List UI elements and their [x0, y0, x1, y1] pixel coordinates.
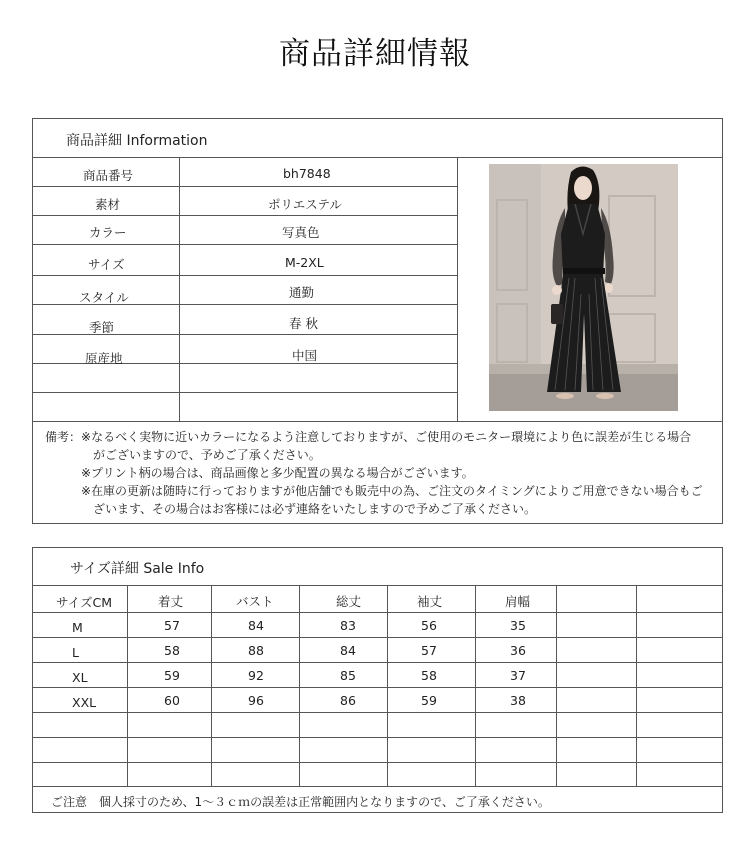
size-row-xxl-size: XXL — [72, 695, 97, 710]
label-size: サイズ — [88, 257, 125, 272]
notes-line-3: ※プリント柄の場合は、商品画像と多少配置の異なる場合がございます。 — [81, 466, 474, 480]
size-row-m-size: M — [72, 620, 83, 635]
size-row-l-size: L — [72, 645, 79, 660]
size-row-l-shoulder: 36 — [510, 643, 526, 658]
label-origin: 原産地 — [85, 351, 123, 366]
notes-label: 備考： — [45, 430, 82, 444]
size-row-xl-total: 85 — [340, 668, 356, 683]
size-row-l-total: 84 — [340, 643, 356, 658]
size-row-xl-bust: 92 — [248, 668, 264, 683]
size-row-xxl-length: 60 — [164, 693, 180, 708]
size-row-xxl-bust: 96 — [248, 693, 264, 708]
product-section-title: 商品詳細 Information — [66, 133, 208, 149]
notes-line-1: ※なるべく実物に近いカラーになるよう注意しておりますが、ご使用のモニター環境により色に誤差が生じる場合 — [81, 430, 692, 444]
size-detail-frame — [32, 547, 723, 813]
size-row-m-bust: 84 — [248, 618, 264, 633]
size-row-l-bust: 88 — [248, 643, 264, 658]
size-row-m-sleeve: 56 — [421, 618, 437, 633]
notes-line-5: ざいます、その場合はお客様には必ず連絡をいたしますので予めご了承ください。 — [93, 502, 537, 516]
size-header-bust: バスト — [236, 594, 274, 609]
label-color: カラー — [89, 225, 127, 240]
size-header-shoulder: 肩幅 — [505, 594, 531, 609]
size-header-sleeve: 袖丈 — [417, 594, 443, 609]
label-product-number: 商品番号 — [83, 168, 134, 183]
size-row-xxl-sleeve: 59 — [421, 693, 437, 708]
label-material: 素材 — [95, 197, 121, 212]
size-row-xl-sleeve: 58 — [421, 668, 437, 683]
size-row-m-total: 83 — [340, 618, 356, 633]
value-color: 写真色 — [282, 225, 320, 240]
size-header-length: 着丈 — [158, 594, 184, 609]
product-photo — [489, 164, 678, 411]
size-section-title: サイズ詳細 Sale Info — [70, 561, 205, 577]
size-footer-note: ご注意 個人採寸のため、1～３ｃｍの誤差は正常範囲内となりますので、ご了承ください。 — [51, 795, 550, 809]
notes-line-4: ※在庫の更新は随時に行っておりますが他店舗でも販売中の為、ご注文のタイミングによりご用意できない場合もご — [81, 484, 703, 498]
value-style: 通勤 — [289, 285, 315, 300]
size-row-xl-shoulder: 37 — [510, 668, 526, 683]
value-material: ポリエステル — [268, 197, 342, 212]
value-size: M-2XL — [285, 255, 324, 270]
value-season: 春 秋 — [289, 316, 318, 331]
size-row-xxl-shoulder: 38 — [510, 693, 526, 708]
size-header-size: サイズCM — [56, 595, 113, 610]
product-notes — [45, 428, 703, 518]
size-row-l-length: 58 — [164, 643, 180, 658]
size-row-xl-length: 59 — [164, 668, 180, 683]
value-origin: 中国 — [292, 348, 318, 363]
label-season: 季節 — [89, 320, 115, 335]
size-row-l-sleeve: 57 — [421, 643, 437, 658]
notes-line-2: がございますので、予めご了承ください。 — [93, 448, 321, 462]
size-header-total-length: 総丈 — [336, 594, 362, 609]
size-row-m-length: 57 — [164, 618, 180, 633]
value-product-number: bh7848 — [283, 166, 331, 181]
size-row-xl-size: XL — [72, 670, 88, 685]
page-title: 商品詳細情報 — [279, 36, 471, 72]
size-row-xxl-total: 86 — [340, 693, 356, 708]
label-style: スタイル — [79, 290, 129, 305]
size-row-m-shoulder: 35 — [510, 618, 526, 633]
